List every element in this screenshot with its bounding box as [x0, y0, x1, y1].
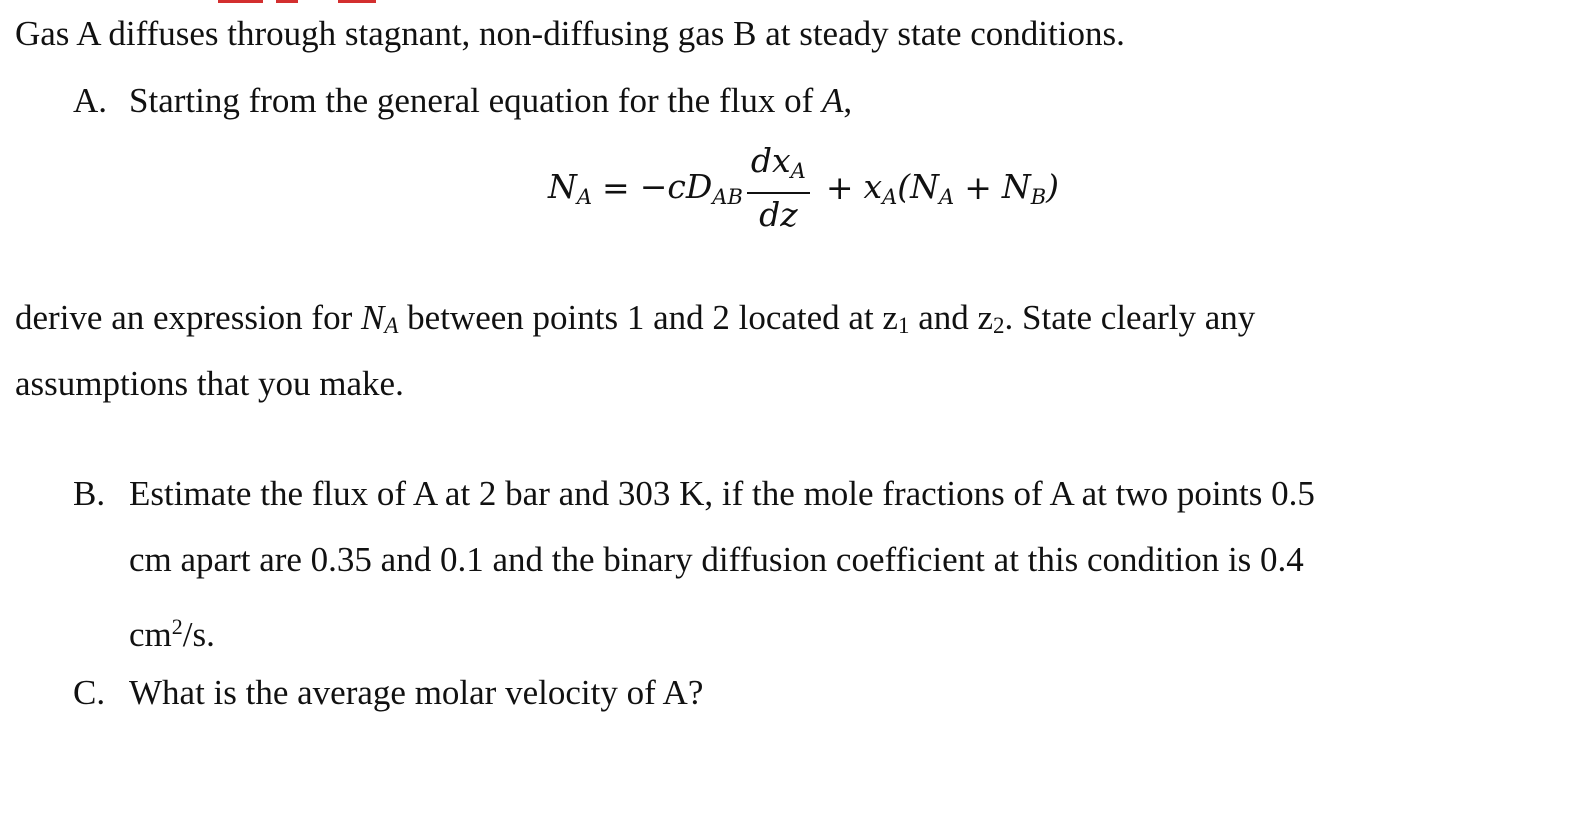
cropped-red-underline	[218, 0, 398, 3]
flux-equation	[548, 140, 1059, 235]
part-c-marker: C.	[73, 673, 106, 712]
part-a-prompt-prefix: Starting from the general equation for the flux of	[129, 81, 822, 120]
eq-n-a: ($N_A$	[897, 166, 955, 209]
part-b-marker: B.	[73, 474, 106, 513]
part-a-prompt	[73, 81, 852, 121]
eq-frac-denominator: dz	[759, 194, 798, 234]
part-a-derive-line2: assumptions that you make.	[15, 364, 404, 403]
part-a-prompt-suffix: ,	[843, 81, 853, 120]
eq-plus: +	[825, 168, 854, 207]
eq-equals: =	[602, 168, 630, 207]
eq-x-term: $x_A$	[863, 166, 898, 209]
eq-n-b: $N_B$)	[1001, 166, 1060, 209]
part-b-line2: cm apart are 0.35 and 0.1 and the binary diffusion coefficient at this condition is 0.4	[129, 540, 1304, 579]
eq-coefficient: $-cD_{AB}$	[639, 166, 743, 209]
part-a-marker: A.	[73, 81, 108, 120]
eq-frac-numerator: $dx_A$	[747, 142, 810, 194]
part-b-line3: $cm^2/s$.	[129, 614, 215, 654]
eq-lhs: $N_A$	[548, 166, 593, 209]
part-c-question: C. What is the average molar velocity of A?	[73, 673, 704, 712]
eq-fraction	[747, 142, 810, 234]
part-b-line1: B. Estimate the flux of A at 2 bar and 303 K, if the mole fractions of A at two points 0.5	[73, 474, 1315, 513]
intro-text: Gas A diffuses through stagnant, non-diffusing gas B at steady state conditions.	[15, 14, 1125, 53]
eq-plus-2: +	[964, 168, 992, 207]
part-a-derive-line1: derive an expression for NA between points 1 and 2 located at z1 and z2. State clearly any	[15, 298, 1256, 338]
part-a-prompt-var: A	[821, 81, 844, 120]
